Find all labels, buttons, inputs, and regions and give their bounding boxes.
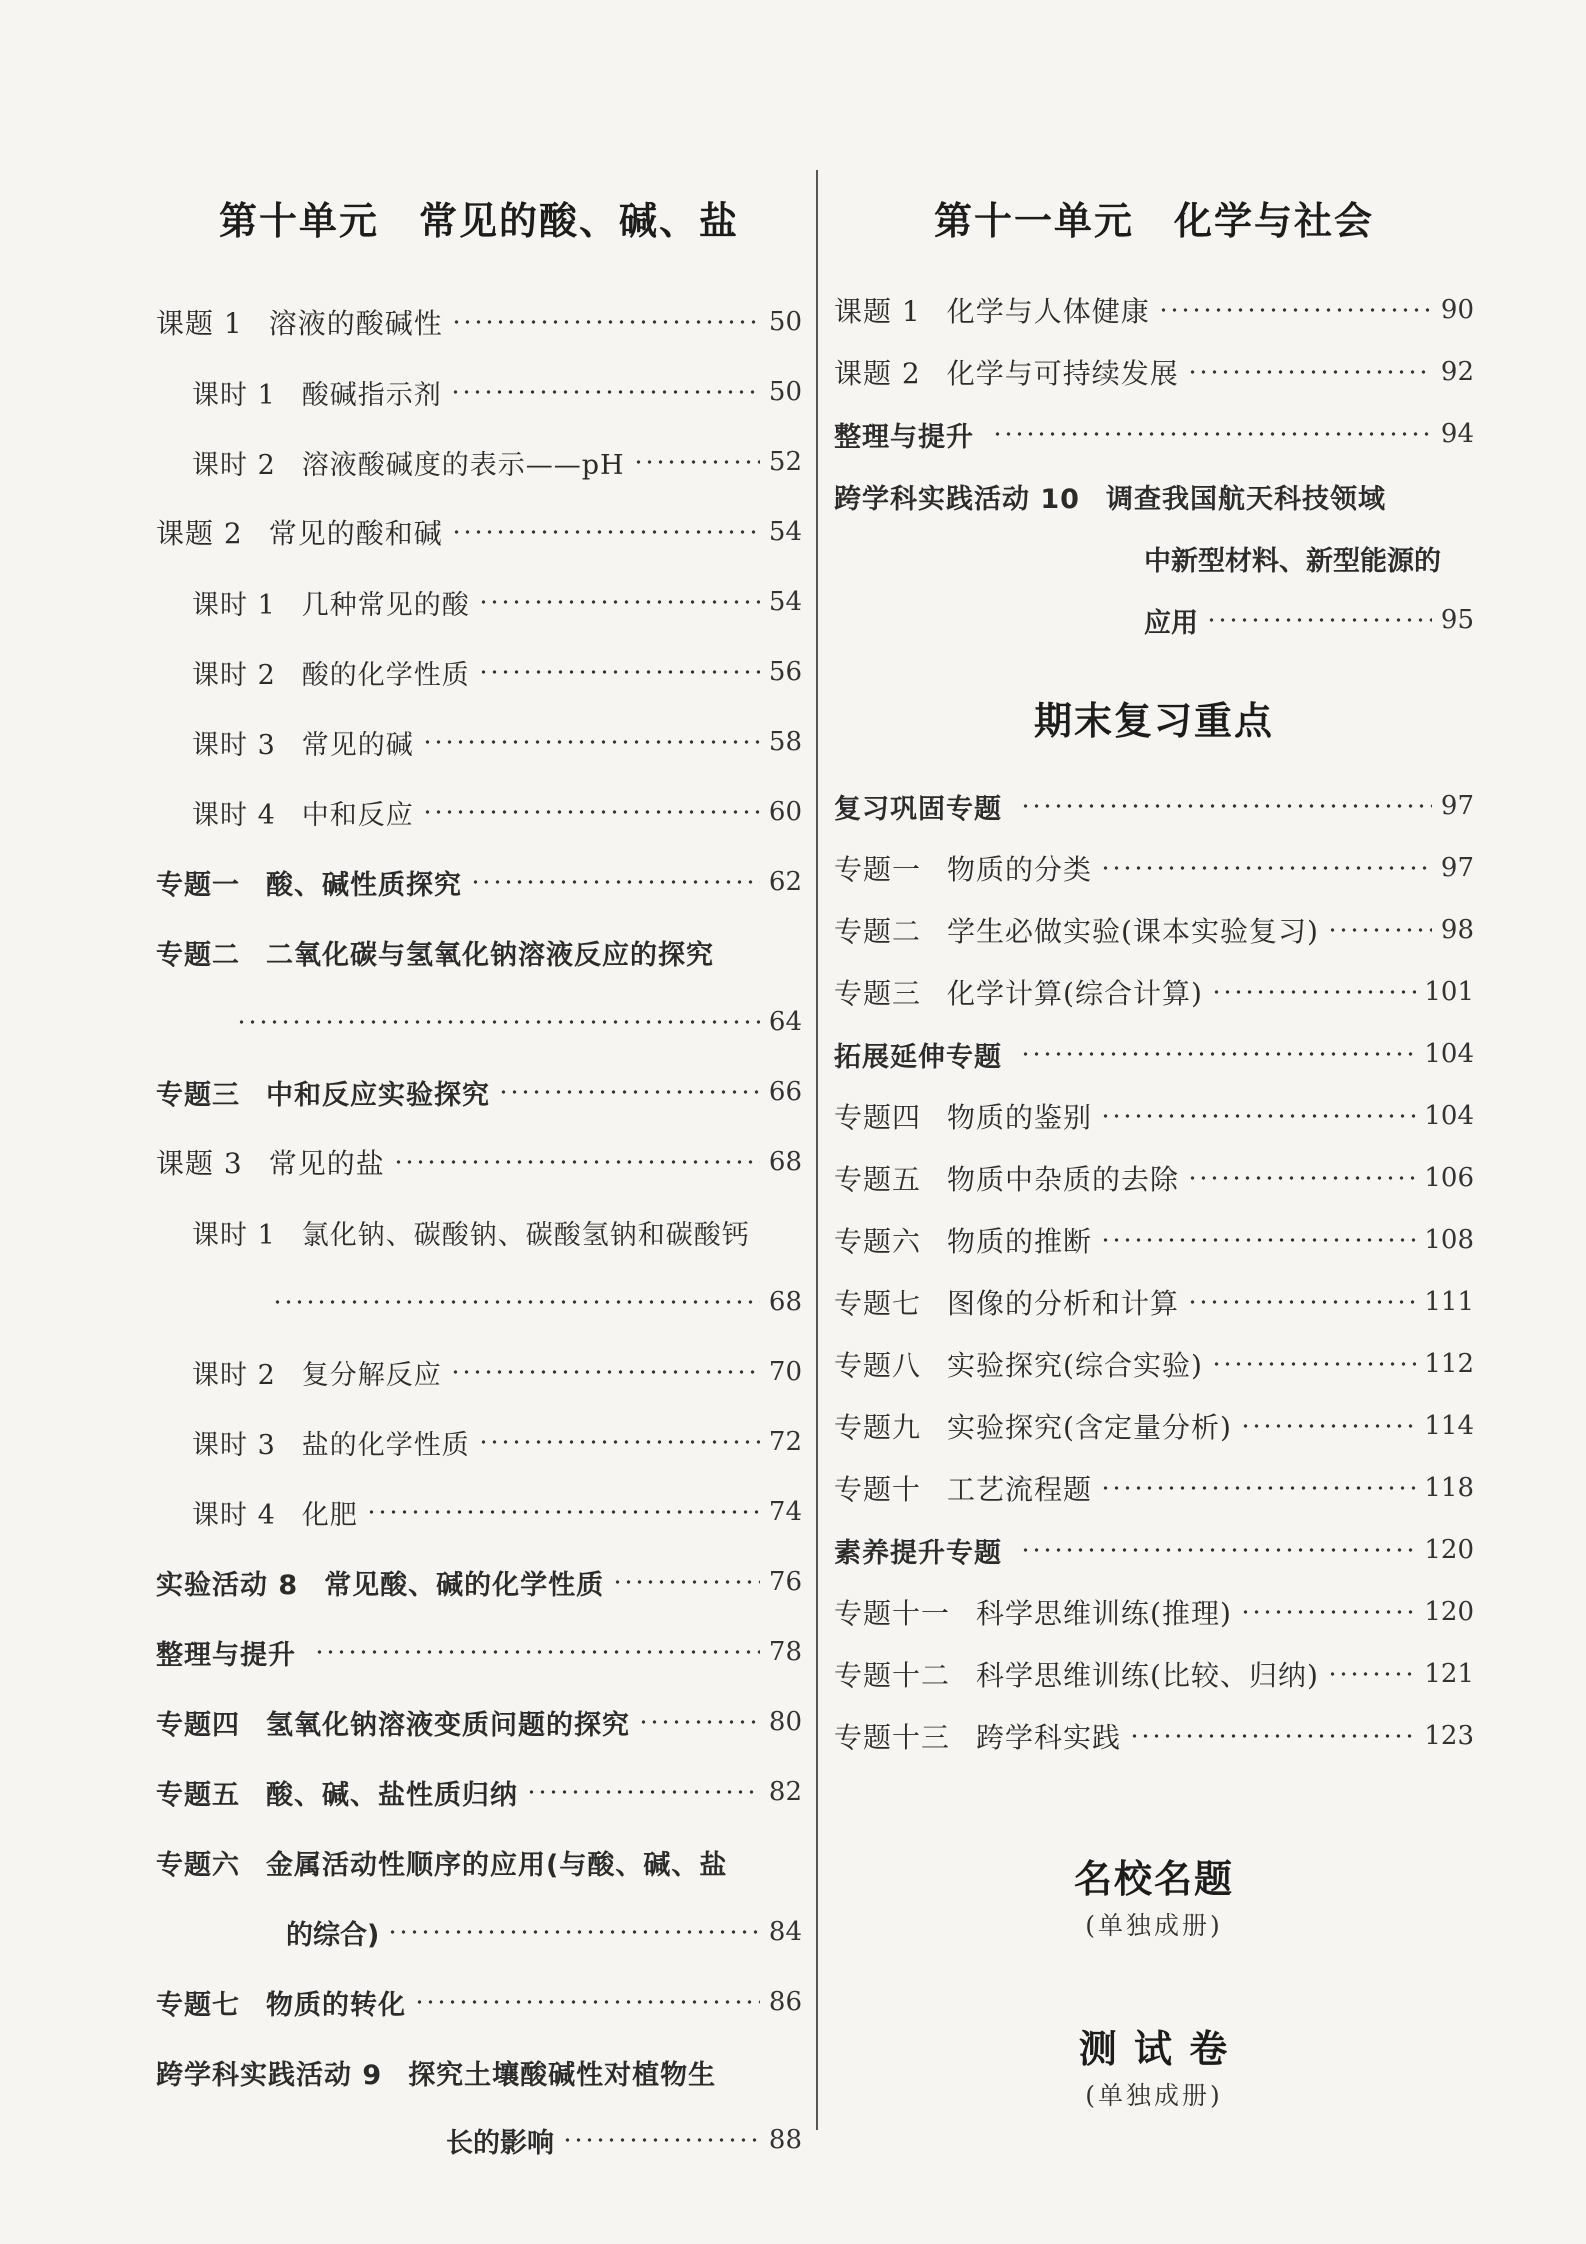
entry-page: 52 bbox=[768, 447, 802, 477]
toc-entry[interactable] bbox=[156, 1700, 802, 1744]
entry-page: 78 bbox=[768, 1637, 802, 1667]
entry-page: 68 bbox=[768, 1287, 802, 1317]
entry-label: 跨学科实践活动 9 bbox=[156, 2059, 383, 2091]
entry-page: 97 bbox=[1440, 853, 1474, 883]
leader-dots bbox=[387, 1929, 760, 1935]
entry-page: 72 bbox=[768, 1427, 802, 1457]
leader-dots bbox=[366, 1509, 760, 1515]
entry-page: 74 bbox=[768, 1497, 802, 1527]
entry-label: 专题五 bbox=[156, 1779, 240, 1811]
leader-dots bbox=[526, 1789, 760, 1795]
entry-title: 常见的盐 bbox=[268, 1147, 385, 1180]
leader-dots bbox=[450, 389, 760, 395]
entry-title: 化学与可持续发展 bbox=[946, 357, 1179, 390]
toc-entry[interactable] bbox=[192, 1350, 802, 1394]
entry-page: 104 bbox=[1424, 1101, 1474, 1131]
toc-entry[interactable] bbox=[156, 1630, 802, 1674]
toc-entry[interactable] bbox=[834, 288, 1474, 332]
leader-dots bbox=[1129, 1733, 1416, 1739]
entry-title: 氯化钠、碳酸钠、碳酸氢钠和碳酸钙 bbox=[301, 1219, 750, 1251]
entry-title: 二氧化碳与氢氧化钠溶液反应的探究 bbox=[266, 939, 714, 971]
entry-title: 盐的化学性质 bbox=[301, 1429, 470, 1461]
entry-label: 课时 3 bbox=[192, 1429, 276, 1461]
toc-entry-continuation[interactable] bbox=[446, 2118, 802, 2162]
entry-title: 调查我国航天科技领域 bbox=[1105, 483, 1386, 515]
toc-entry[interactable] bbox=[834, 1218, 1474, 1262]
entry-title: 酸、碱性质探究 bbox=[266, 869, 462, 901]
entry-label: 实验活动 8 bbox=[156, 1569, 299, 1601]
entry-title: 物质的推断 bbox=[947, 1225, 1093, 1258]
toc-entry[interactable] bbox=[192, 440, 802, 484]
leader-dots bbox=[478, 1439, 760, 1445]
leader-dots bbox=[1100, 1485, 1416, 1491]
toc-entry[interactable] bbox=[834, 1156, 1474, 1200]
entry-title: 物质的转化 bbox=[266, 1989, 406, 2021]
toc-entry[interactable] bbox=[834, 412, 1474, 456]
final-review-heading: 期末复习重点 bbox=[1033, 699, 1274, 743]
unit-10-heading: 第十单元 常见的酸、碱、盐 bbox=[218, 199, 739, 243]
entry-label: 课时 2 bbox=[192, 1359, 276, 1391]
entry-label: 课时 4 bbox=[192, 1499, 276, 1531]
entry-page: 58 bbox=[768, 727, 802, 757]
toc-entry[interactable] bbox=[834, 1466, 1474, 1510]
entry-label: 课时 2 bbox=[192, 449, 276, 481]
entry-page: 114 bbox=[1424, 1411, 1474, 1441]
toc-entry[interactable] bbox=[192, 650, 802, 694]
leader-dots bbox=[236, 1019, 760, 1025]
entry-title: 图像的分析和计算 bbox=[947, 1287, 1180, 1320]
entry-label: 专题二 bbox=[156, 939, 240, 971]
entry-page: 54 bbox=[768, 587, 802, 617]
entry-page: 80 bbox=[768, 1707, 802, 1737]
toc-entry[interactable] bbox=[192, 370, 802, 414]
entry-label: 复习巩固专题 bbox=[834, 793, 1002, 825]
leader-dots bbox=[470, 879, 760, 885]
entry-title: 化肥 bbox=[301, 1499, 358, 1531]
entry-label: 专题七 bbox=[834, 1287, 922, 1320]
entry-page: 106 bbox=[1424, 1163, 1474, 1193]
entry-label: 专题六 bbox=[834, 1225, 922, 1258]
entry-label: 课时 3 bbox=[192, 729, 276, 761]
entry-title-continued: 的综合) bbox=[286, 1919, 380, 1951]
entry-label: 课题 2 bbox=[834, 357, 921, 390]
famous-schools-heading: 名校名题 bbox=[1073, 1857, 1234, 1901]
leader-dots bbox=[1100, 1237, 1416, 1243]
entry-label: 拓展延伸专题 bbox=[834, 1041, 1002, 1073]
leader-dots bbox=[1100, 865, 1432, 871]
toc-entry[interactable] bbox=[834, 1032, 1474, 1076]
entry-title: 物质的鉴别 bbox=[947, 1101, 1093, 1134]
toc-entry[interactable] bbox=[156, 930, 802, 974]
column-divider bbox=[816, 170, 818, 2130]
toc-entry[interactable] bbox=[834, 846, 1474, 890]
entry-title: 常见的碱 bbox=[301, 729, 414, 761]
leader-dots bbox=[1158, 307, 1432, 313]
entry-title: 科学思维训练(比较、归纳) bbox=[976, 1659, 1319, 1692]
toc-entry[interactable] bbox=[834, 1342, 1474, 1386]
leader-dots bbox=[1211, 1361, 1416, 1367]
entry-page: 121 bbox=[1424, 1659, 1474, 1689]
toc-entry[interactable] bbox=[192, 580, 802, 624]
leader-dots bbox=[633, 459, 760, 465]
leader-dots bbox=[451, 319, 760, 325]
leader-dots bbox=[478, 599, 760, 605]
entry-title-continued: 长的影响 bbox=[446, 2127, 554, 2159]
leader-dots bbox=[1020, 1051, 1416, 1057]
entry-title: 氢氧化钠溶液变质问题的探究 bbox=[266, 1709, 630, 1741]
toc-entry[interactable] bbox=[834, 1652, 1474, 1696]
toc-entry-continuation[interactable] bbox=[286, 1910, 802, 1954]
toc-entry[interactable] bbox=[834, 1528, 1474, 1572]
entry-title: 中和反应实验探究 bbox=[266, 1079, 490, 1111]
entry-label: 专题十二 bbox=[834, 1659, 951, 1692]
leader-dots bbox=[1187, 369, 1432, 375]
toc-entry[interactable] bbox=[156, 1770, 802, 1814]
entry-page: 120 bbox=[1424, 1535, 1474, 1565]
entry-page: 54 bbox=[768, 517, 802, 547]
entry-page: 56 bbox=[768, 657, 802, 687]
entry-title: 科学思维训练(推理) bbox=[976, 1597, 1232, 1630]
test-papers-heading: 测 试 卷 bbox=[1078, 2027, 1230, 2071]
entry-title: 学生必做实验(课本实验复习) bbox=[947, 915, 1319, 948]
entry-page: 112 bbox=[1424, 1349, 1474, 1379]
leader-dots bbox=[638, 1719, 760, 1725]
entry-title: 几种常见的酸 bbox=[301, 589, 470, 621]
entry-label: 课时 4 bbox=[192, 799, 276, 831]
entry-title: 化学计算(综合计算) bbox=[947, 977, 1203, 1010]
entry-label: 专题六 bbox=[156, 1849, 240, 1881]
entry-label: 专题十三 bbox=[834, 1721, 951, 1754]
entry-label: 专题三 bbox=[156, 1079, 240, 1111]
entry-title: 金属活动性顺序的应用(与酸、碱、盐 bbox=[266, 1849, 728, 1881]
entry-page: 82 bbox=[768, 1777, 802, 1807]
entry-label: 专题一 bbox=[156, 869, 240, 901]
leader-dots bbox=[422, 809, 760, 815]
toc-entry[interactable] bbox=[156, 1980, 802, 2024]
toc-entry[interactable] bbox=[834, 908, 1474, 952]
toc-entry[interactable] bbox=[192, 1490, 802, 1534]
entry-label: 专题四 bbox=[834, 1101, 922, 1134]
toc-entry[interactable] bbox=[192, 790, 802, 834]
leader-dots bbox=[1020, 803, 1432, 809]
leader-dots bbox=[1211, 989, 1416, 995]
toc-entry[interactable] bbox=[834, 474, 1474, 518]
toc-entry-continuation[interactable] bbox=[272, 1280, 802, 1324]
entry-title-continued: 应用 bbox=[1144, 607, 1198, 639]
toc-entry[interactable] bbox=[156, 300, 802, 344]
entry-page: 76 bbox=[768, 1567, 802, 1597]
leader-dots bbox=[451, 529, 760, 535]
unit-11-heading: 第十一单元 化学与社会 bbox=[933, 199, 1374, 243]
toc-entry[interactable] bbox=[192, 720, 802, 764]
entry-page: 50 bbox=[768, 307, 802, 337]
entry-label: 跨学科实践活动 10 bbox=[834, 483, 1080, 515]
toc-entry[interactable] bbox=[834, 970, 1474, 1014]
entry-page: 66 bbox=[768, 1077, 802, 1107]
entry-page: 123 bbox=[1424, 1721, 1474, 1751]
entry-title: 溶液酸碱度的表示——pH bbox=[301, 449, 625, 481]
entry-page: 108 bbox=[1424, 1225, 1474, 1255]
entry-label: 课时 1 bbox=[192, 589, 276, 621]
entry-page: 70 bbox=[768, 1357, 802, 1387]
entry-page: 88 bbox=[768, 2125, 802, 2155]
entry-page: 120 bbox=[1424, 1597, 1474, 1627]
entry-title: 化学与人体健康 bbox=[946, 295, 1150, 328]
entry-title: 常见酸、碱的化学性质 bbox=[324, 1569, 605, 1601]
toc-entry-continuation[interactable] bbox=[1144, 598, 1474, 642]
entry-page: 97 bbox=[1440, 791, 1474, 821]
toc-entry[interactable] bbox=[156, 2050, 802, 2094]
entry-page: 60 bbox=[768, 797, 802, 827]
entry-label: 整理与提升 bbox=[834, 421, 974, 453]
entry-title: 工艺流程题 bbox=[947, 1473, 1093, 1506]
entry-title: 复分解反应 bbox=[301, 1359, 442, 1391]
entry-title: 跨学科实践 bbox=[976, 1721, 1122, 1754]
leader-dots bbox=[1240, 1423, 1416, 1429]
toc-entry[interactable] bbox=[192, 1210, 802, 1254]
entry-label: 课题 1 bbox=[156, 307, 243, 340]
entry-label: 专题二 bbox=[834, 915, 922, 948]
leader-dots bbox=[1020, 1547, 1416, 1553]
entry-title: 酸、碱、盐性质归纳 bbox=[266, 1779, 518, 1811]
entry-title: 物质中杂质的去除 bbox=[947, 1163, 1180, 1196]
leader-dots bbox=[1240, 1609, 1416, 1615]
entry-label: 课题 3 bbox=[156, 1147, 243, 1180]
toc-entry[interactable] bbox=[834, 350, 1474, 394]
entry-title: 常见的酸和碱 bbox=[268, 517, 443, 550]
leader-dots bbox=[272, 1299, 760, 1305]
entry-label: 专题七 bbox=[156, 1989, 240, 2021]
toc-entry-continuation[interactable] bbox=[236, 1000, 802, 1044]
entry-page: 62 bbox=[768, 867, 802, 897]
entry-page: 111 bbox=[1424, 1287, 1474, 1317]
leader-dots bbox=[314, 1649, 760, 1655]
leader-dots bbox=[1327, 1671, 1416, 1677]
entry-label: 专题九 bbox=[834, 1411, 922, 1444]
entry-label: 专题一 bbox=[834, 853, 922, 886]
entry-title: 物质的分类 bbox=[947, 853, 1093, 886]
leader-dots bbox=[422, 739, 760, 745]
entry-title-continued: 中新型材料、新型能源的 bbox=[1144, 545, 1441, 577]
entry-page: 118 bbox=[1424, 1473, 1474, 1503]
toc-entry[interactable] bbox=[156, 1840, 802, 1884]
leader-dots bbox=[414, 1999, 760, 2005]
toc-entry[interactable] bbox=[156, 1070, 802, 1114]
leader-dots bbox=[1327, 927, 1432, 933]
entry-label: 课时 1 bbox=[192, 1219, 276, 1251]
entry-label: 课题 1 bbox=[834, 295, 921, 328]
toc-entry[interactable] bbox=[834, 1590, 1474, 1634]
leader-dots bbox=[393, 1159, 760, 1165]
toc-entry[interactable] bbox=[834, 1094, 1474, 1138]
leader-dots bbox=[498, 1089, 760, 1095]
leader-dots bbox=[1206, 617, 1432, 623]
entry-page: 68 bbox=[768, 1147, 802, 1177]
entry-page: 64 bbox=[768, 1007, 802, 1037]
entry-title: 酸碱指示剂 bbox=[301, 379, 442, 411]
entry-page: 86 bbox=[768, 1987, 802, 2017]
entry-label: 专题十一 bbox=[834, 1597, 951, 1630]
toc-entry[interactable] bbox=[156, 860, 802, 904]
entry-page: 95 bbox=[1440, 605, 1474, 635]
toc-entry[interactable] bbox=[834, 1280, 1474, 1324]
toc-entry[interactable] bbox=[156, 1140, 802, 1184]
entry-label: 整理与提升 bbox=[156, 1639, 296, 1671]
entry-label: 专题三 bbox=[834, 977, 922, 1010]
entry-page: 50 bbox=[768, 377, 802, 407]
toc-entry[interactable] bbox=[192, 1420, 802, 1464]
leader-dots bbox=[612, 1579, 760, 1585]
toc-entry[interactable] bbox=[834, 1404, 1474, 1448]
leader-dots bbox=[562, 2137, 760, 2143]
entry-page: 98 bbox=[1440, 915, 1474, 945]
entry-title: 探究土壤酸碱性对植物生 bbox=[408, 2059, 717, 2091]
entry-page: 90 bbox=[1440, 295, 1474, 325]
entry-title: 实验探究(含定量分析) bbox=[947, 1411, 1232, 1444]
entry-page: 101 bbox=[1424, 977, 1474, 1007]
entry-title: 中和反应 bbox=[301, 799, 414, 831]
leader-dots bbox=[478, 669, 760, 675]
toc-entry[interactable] bbox=[834, 784, 1474, 828]
entry-label: 课题 2 bbox=[156, 517, 243, 550]
entry-label: 专题四 bbox=[156, 1709, 240, 1741]
entry-page: 92 bbox=[1440, 357, 1474, 387]
entry-label: 课时 2 bbox=[192, 659, 276, 691]
toc-entry[interactable] bbox=[834, 1714, 1474, 1758]
entry-label: 专题十 bbox=[834, 1473, 922, 1506]
entry-page: 94 bbox=[1440, 419, 1474, 449]
leader-dots bbox=[1187, 1299, 1416, 1305]
entry-page: 84 bbox=[768, 1917, 802, 1947]
entry-label: 课时 1 bbox=[192, 379, 276, 411]
leader-dots bbox=[450, 1369, 760, 1375]
separate-volume-note: (单独成册) bbox=[1085, 2081, 1223, 2110]
toc-entry-continuation[interactable] bbox=[1144, 536, 1474, 580]
entry-title: 溶液的酸碱性 bbox=[268, 307, 443, 340]
entry-title: 酸的化学性质 bbox=[301, 659, 470, 691]
entry-label: 专题五 bbox=[834, 1163, 922, 1196]
separate-volume-note: (单独成册) bbox=[1085, 1911, 1223, 1940]
entry-page: 104 bbox=[1424, 1039, 1474, 1069]
leader-dots bbox=[1187, 1175, 1416, 1181]
entry-label: 专题八 bbox=[834, 1349, 922, 1382]
toc-entry[interactable] bbox=[156, 510, 802, 554]
entry-label: 素养提升专题 bbox=[834, 1537, 1002, 1569]
entry-title: 实验探究(综合实验) bbox=[947, 1349, 1203, 1382]
leader-dots bbox=[1100, 1113, 1416, 1119]
toc-entry[interactable] bbox=[156, 1560, 802, 1604]
leader-dots bbox=[992, 431, 1432, 437]
